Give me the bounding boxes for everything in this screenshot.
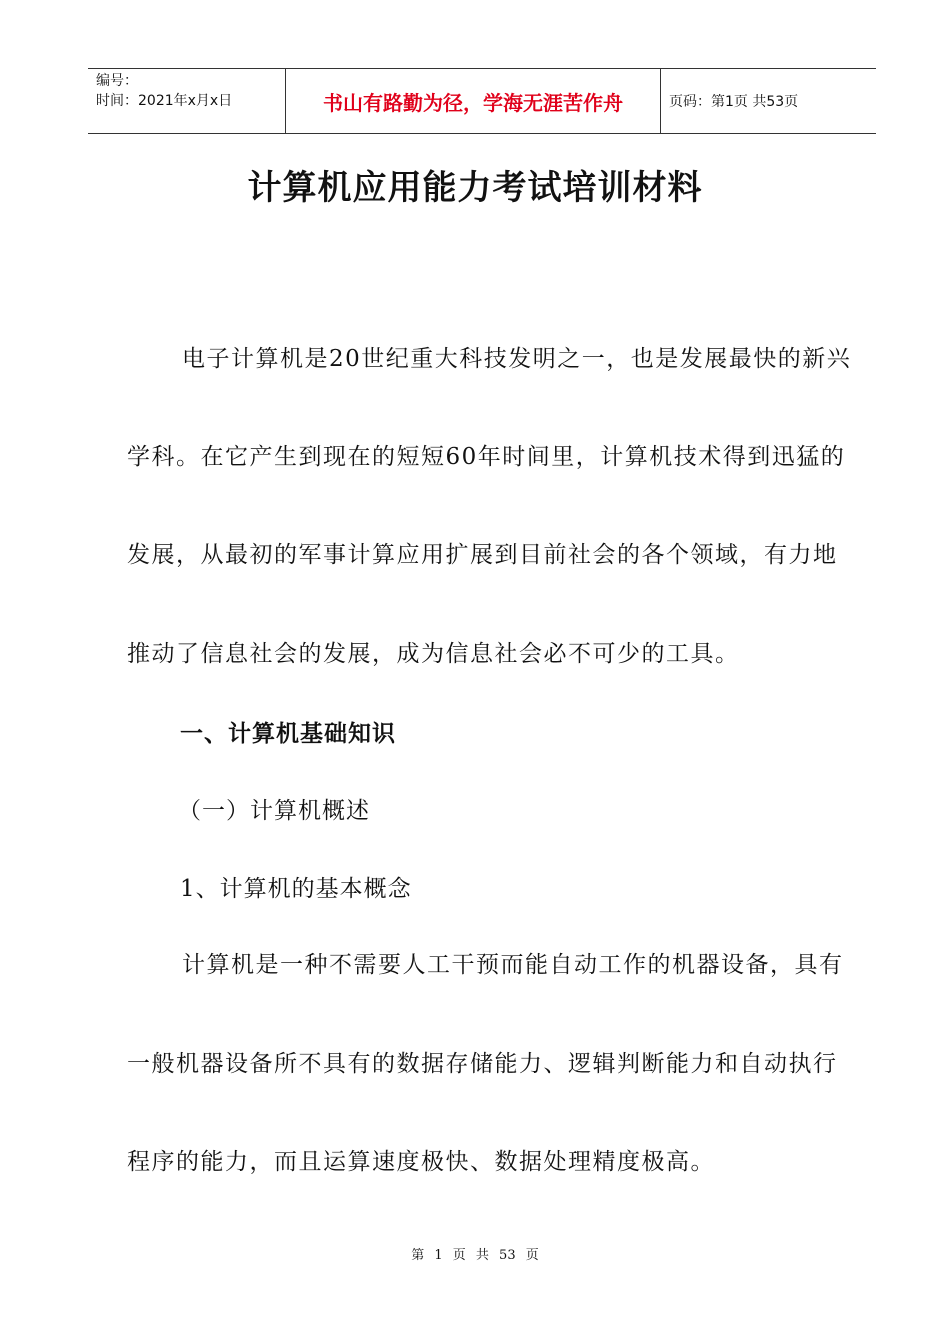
paragraph-line: 一般机器设备所不具有的数据存储能力、逻辑判断能力和自动执行: [127, 1051, 838, 1077]
paragraph-line: 推动了信息社会的发展，成为信息社会必不可少的工具。: [127, 641, 740, 667]
time-label: 时间：2021年x月x日: [96, 93, 233, 109]
paragraph-line: 发展，从最初的军事计算应用扩展到目前社会的各个领域，有力地: [127, 542, 838, 568]
document-header: [88, 68, 876, 134]
page-footer: 第 1 页 共 53 页: [411, 1248, 539, 1263]
paragraph-line: 计算机是一种不需要人工干预而能自动工作的机器设备，具有: [182, 952, 844, 978]
paragraph-line: 程序的能力，而且运算速度极快、数据处理精度极高。: [127, 1149, 715, 1175]
header-meta: [88, 69, 286, 133]
header-page-info: 页码：第1页 共53页: [669, 94, 799, 110]
section-heading: 一、计算机基础知识: [180, 721, 396, 747]
document-title: 计算机应用能力考试培训材料: [247, 168, 703, 208]
paragraph-line: 电子计算机是20世纪重大科技发明之一，也是发展最快的新兴: [182, 346, 852, 372]
serial-number-label: 编号：: [96, 73, 138, 89]
paragraph-line: 学科。在它产生到现在的短短60年时间里，计算机技术得到迅猛的: [127, 444, 846, 470]
item-heading: 1、计算机的基本概念: [180, 876, 412, 902]
subsection-heading: （一）计算机概述: [178, 798, 370, 824]
header-motto: 书山有路勤为径，学海无涯苦作舟: [286, 69, 661, 133]
